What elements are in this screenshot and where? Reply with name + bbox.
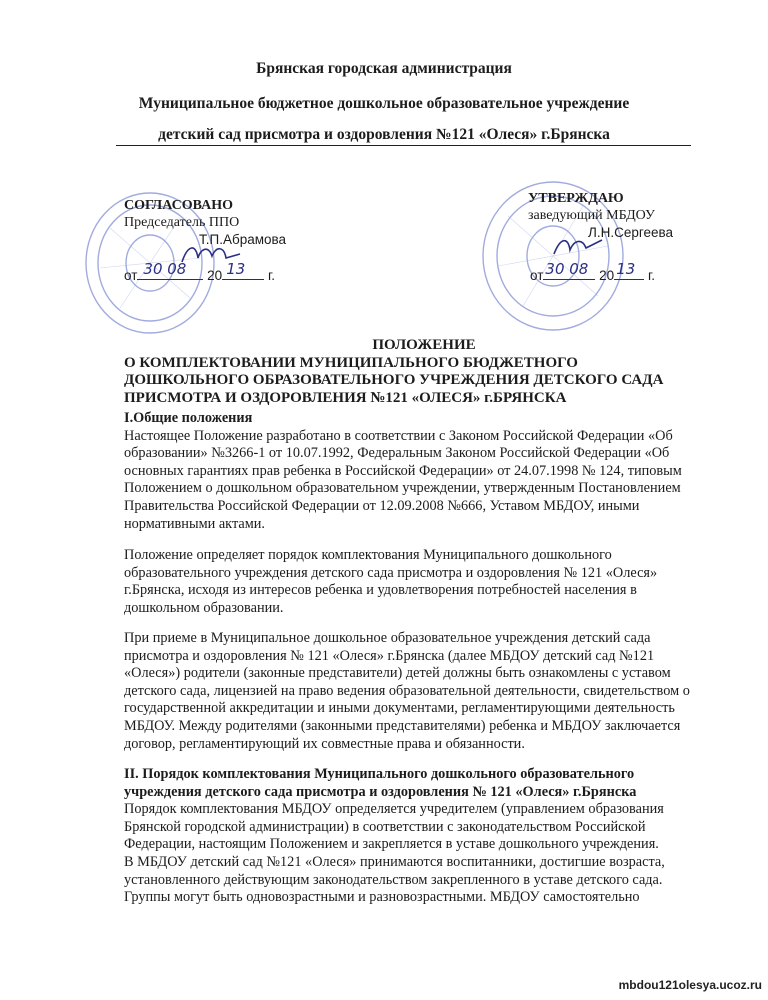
agreed-date-prefix: от bbox=[124, 268, 138, 283]
approved-date bbox=[530, 260, 655, 283]
agreed-date-year: 13 bbox=[226, 260, 246, 278]
section-2-heading: II. Порядок комплектования Муниципального дошкольного образовательного учреждения детского сада присмотра и оздоровления № 121 «Олеся» г.Брянска bbox=[124, 766, 637, 800]
approved-position: заведующий МБДОУ bbox=[528, 208, 655, 223]
approved-date-prefix: от bbox=[530, 268, 544, 283]
header-divider bbox=[116, 145, 691, 146]
section-2 bbox=[124, 766, 704, 907]
document-title bbox=[124, 337, 664, 407]
agreed-date bbox=[124, 260, 275, 283]
agreed-date-handwritten: 30 08 bbox=[143, 260, 187, 278]
approved-name: Л.Н.Сергеева bbox=[588, 225, 674, 240]
header-institution-name: детский сад присмотра и оздоровления №121 «Олеся» г.Брянска bbox=[158, 126, 610, 143]
agreed-date-suffix: г. bbox=[267, 268, 275, 283]
section-2-paragraph-2: В МБДОУ детский сад №121 «Олеся» принимаются воспитанники, достигшие возраста, установленного действующим законодательством закрепленного в уставе детского сада. Группы могут быть одновозрастными и разновозрастными. МБДОУ самостоятельно bbox=[124, 853, 665, 906]
section-1-paragraph-3: При приеме в Муниципальное дошкольное образовательное учреждения детский сада присмотра и оздоровления № 121 «Олеся» г.Брянска (далее МБДОУ детский сад №121 «Олеся») родители (законные представители) детей должны быть ознакомлены с уставом детского сада, лицензией на право ведения образовательной деятельности, свидетельством о государственной аккредитации и иными документами, регламентирующими деятельность МБДОУ. Между родителями (законными представителями) ребенка и МБДОУ заключается договор, регламентирующий их совместные права и обязанности. bbox=[124, 630, 690, 752]
approved-date-year-prefix: 20 bbox=[599, 268, 615, 283]
section-1-heading: I.Общие положения bbox=[124, 410, 253, 426]
agreed-name: Т.П.Абрамова bbox=[199, 232, 287, 247]
agreed-date-year-prefix: 20 bbox=[207, 268, 223, 283]
section-1-paragraph-2: Положение определяет порядок комплектования Муниципального дошкольного образовательного учреждения детского сада присмотра и оздоровления № 121 «Олеся» г.Брянска, исходя из интересов ребенка и удовлетворения потребностей населения в дошкольном образовании. bbox=[124, 547, 658, 616]
section-2-paragraph-1: Порядок комплектования МБДОУ определяется учредителем (управлением образования Брянской городской администрации) в соответствии с законодательством Российской Федерации, настоящим Положением и закрепляется в уставе дошкольного учреждения. bbox=[124, 801, 664, 853]
title-line-4: ПРИСМОТРА И ОЗДОРОВЛЕНИЯ №121 «ОЛЕСЯ» г.БРЯНСКА bbox=[124, 389, 567, 406]
title-line-3: ДОШКОЛЬНОГО ОБРАЗОВАТЕЛЬНОГО УЧРЕЖДЕНИЯ ДЕТСКОГО САДА bbox=[124, 372, 664, 388]
approved-date-year: 13 bbox=[616, 260, 636, 278]
agreed-position: Председатель ППО bbox=[124, 215, 240, 230]
title-line-2: О КОМПЛЕКТОВАНИИ МУНИЦИПАЛЬНОГО БЮДЖЕТНОГО bbox=[124, 354, 578, 371]
section-1-paragraph-1: Настоящее Положение разработано в соответствии с Законом Российской Федерации «Об образовании» №3266-1 от 10.07.1992, Федеральным Законом Российской Федерации «Об основных гарантиях прав ребенка в Российской Федерации» от 24.07.1998 № 124, типовым Положением о дошкольном образовательном учреждении, утвержденным Постановлением Правительства Российской Федерации от 12.09.2008 №666, Уставом МБДОУ, иными нормативными актами. bbox=[124, 427, 682, 532]
title-line-1: ПОЛОЖЕНИЕ bbox=[372, 337, 476, 353]
approved-signature-icon bbox=[548, 230, 608, 260]
site-watermark: mbdou121olesya.ucoz.ru bbox=[618, 978, 762, 992]
section-1 bbox=[124, 410, 704, 533]
approved-date-suffix: г. bbox=[647, 268, 655, 283]
header-institution-type: Муниципальное бюджетное дошкольное образовательное учреждение bbox=[138, 95, 630, 112]
agreed-heading: СОГЛАСОВАНО bbox=[124, 198, 233, 213]
approved-heading: УТВЕРЖДАЮ bbox=[528, 191, 624, 206]
header-administration: Брянская городская администрация bbox=[256, 60, 512, 77]
approved-date-handwritten: 30 08 bbox=[545, 260, 589, 278]
